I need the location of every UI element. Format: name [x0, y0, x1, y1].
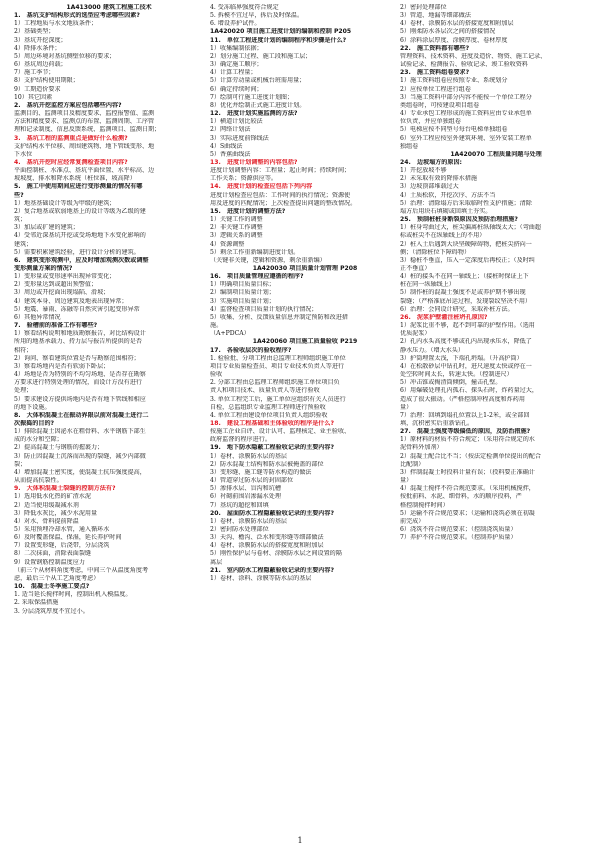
text-line: 下水位: [14, 150, 33, 158]
text-line: 管理资料、技术资料、进度及造价、物资、施工记录、: [400, 52, 547, 60]
section-heading: 13. 进度计划调整的内容包括?: [210, 158, 298, 166]
text-line: 自检，总监组织专业监理工程师进行预验收: [210, 403, 326, 411]
text-line: 5）采用预埋冷却水管，通入循环水: [14, 526, 110, 533]
text-line: 3）防止因混凝土沉落而出现的裂缝，减少内部微: [14, 452, 146, 460]
text-line: 4）混凝土搅拌不符合规范要求。（采用机械搅拌，: [400, 485, 535, 493]
text-line: 7）治理：回填到塌孔位置以上1-2米，或全部回: [400, 411, 530, 419]
text-line: 6）基坑周边荷载；: [14, 61, 67, 69]
text-line: 8）优化并绘制正式施工进度计划。: [210, 101, 306, 109]
text-line: 方要求进行特别处理的情况，而设计方没有进行: [14, 379, 142, 387]
section-heading: 18. 建设工程基础和主体验收的程序是什么?: [210, 419, 335, 427]
text-line: 施。: [210, 322, 223, 330]
text-line: 1. 检验批、分项工程由总监理工程师组织施工单位: [210, 354, 346, 362]
text-line: 比配制）: [400, 460, 425, 468]
section-heading: 14. 进度计划的检查应包括下列内容: [210, 183, 313, 191]
text-line: 裂缝；（严格准底吊运过程，发现裂纹坚决不用）: [400, 297, 532, 305]
text-line: 进度计划检查应包括：工作时间的执行情况；资源使: [210, 191, 351, 199]
text-line: 6）治理：会同设计研究，采取补桩方法。: [400, 305, 514, 313]
text-line: 1）施工资料组卷应按照专业、系统划分: [400, 77, 508, 85]
text-line: 6）确定持续时间；: [210, 85, 263, 93]
text-line: 2）编制项目质量计划；: [210, 289, 275, 297]
section-heading: 9. 大体积混凝土裂缝的控制方法有?: [14, 485, 116, 493]
text-line: 泥骨料外加剂）: [400, 444, 443, 452]
column-left: [14, 4, 204, 616]
text-line: 3）实施项目质量计划；: [210, 297, 275, 305]
text-line: 5）运输不符合规范要求；（运输和浇筑必须在初凝: [400, 509, 535, 517]
text-line: 责人和项目技术、质量负责人等进行验收: [210, 387, 320, 395]
text-line: 3）逻辑关系的调整: [210, 232, 263, 240]
text-line: 前完成）: [400, 517, 425, 525]
text-line: 3）察看场地内是否有软弱下卧层；: [14, 362, 110, 370]
text-line: 1）工程地质与水文地质条件；: [14, 20, 98, 28]
text-line: 10）其它因素: [14, 93, 53, 101]
text-line: 2）变形量达到或超出预警值；: [14, 281, 98, 289]
text-line: 4）卷材、涂膜防水层的搭接宽度和附加层: [210, 542, 324, 550]
text-line: 6）浇筑不符合规范要求；（控制浇筑质量）: [400, 526, 517, 533]
text-line: 3）基坑开挖深度；: [14, 36, 67, 44]
text-line: 5）计算劳动量或机械台班需用量；: [210, 77, 306, 85]
section-heading: 些?: [14, 191, 24, 199]
text-line: 造成了很大振动。（严格控制冲程高度和炸药用: [400, 395, 525, 403]
text-line: 5）要求建设方提供场地内是否有地下管线和相应: [14, 395, 146, 403]
text-line: 正不垂直）: [400, 265, 431, 272]
text-line: 2）密封处理部位: [400, 4, 447, 11]
text-line: 4）专业承包工程形成的施工资料应由专业承包单: [400, 110, 532, 118]
text-line: 3）降低水灰比，减少水泥用量: [14, 509, 98, 517]
text-line: 4）场地是否为特别的不均匀场地、是否存在勘察: [14, 371, 146, 379]
text-line: 2）基础类型；: [14, 28, 55, 36]
text-line: 2）适当使用缓凝减水剂: [14, 501, 79, 509]
text-line: 量）: [400, 403, 413, 411]
text-line: 优质泥浆）: [400, 330, 431, 338]
section-heading: 变形测量方案的情况?: [14, 265, 73, 272]
text-line: 1）明确项目质量目标；: [210, 281, 275, 289]
section-heading: 6. 建筑变形观测中，应及时增加观测次数或调整: [14, 256, 149, 264]
text-line: 用及进度的匹配情况；上次检查提出问题的整改情况。: [210, 199, 357, 207]
text-line: 进度计划调整内容：工程量；起止时间；持续时间；: [210, 167, 351, 175]
text-line: 3）管道、地漏等细部做法: [400, 12, 471, 20]
section-heading: 10. 混凝土冬季施工要点?: [14, 583, 90, 591]
text-line: 6）及时覆盖保温、保湿，延长养护时间: [14, 534, 122, 542]
text-line: 7）施工季节；: [14, 69, 55, 77]
text-line: 2. 分部工程由总监理工程师组织施工单位项目负: [210, 379, 340, 387]
text-line: 按施工企业自评、设计认可、监理核定、业主验收、: [210, 428, 351, 436]
text-line: 所用的地基承载力、持力层与报告所提供的是否: [14, 338, 142, 346]
text-line: 1）卷材、涂膜防水层的基层: [210, 517, 288, 525]
text-line: 4）土质松软，开挖次序、方法不当: [400, 191, 496, 199]
text-line: 静水压力。（增大水头）: [400, 346, 464, 354]
text-line: 1）变形量或变形速率出现异常变化；: [14, 273, 116, 281]
section-heading: 1. 基坑支护结构形式的选型应考虑哪些因素?: [14, 12, 140, 20]
section-heading: 1A420060 项目施工质量验收 P219: [252, 338, 358, 346]
text-line: 3. 分层浇筑厚度不宜过小。: [14, 607, 89, 615]
column-middle: [210, 4, 400, 583]
text-line: （前三个从材料角度考虑，中间三个从温度角度考: [14, 566, 149, 574]
section-heading: 4. 基坑开挖时应经常复测检查项目内容?: [14, 158, 128, 166]
text-line: 5）需要积累建筑经验，进行设计分析的建筑。: [14, 248, 140, 256]
text-line: 相符；: [14, 346, 33, 354]
text-line: 6. 增设养护试件。: [210, 20, 261, 28]
text-line: 裂；: [14, 460, 27, 468]
text-line: 5）收集、分析、反馈质量信息并制定预防和改进措: [210, 313, 348, 321]
text-line: 2）网络计划法: [210, 126, 251, 134]
section-heading: 22. 施工资料都有哪些?: [400, 44, 470, 52]
text-line: 3）周边或开挖面出现塌陷、滑坡；: [14, 289, 110, 297]
text-line: 9）工期造价要求: [14, 85, 61, 93]
text-line: 2）混凝土配合比不当；（按法定检测单位提出的配合: [400, 452, 541, 460]
section-heading: 7. 验槽前的准备工作有哪些?: [14, 322, 98, 330]
text-line: 4）计算工程量；: [210, 69, 257, 77]
section-heading: 27. 混凝土强度等级偏低的原因，及防治措施?: [400, 428, 531, 436]
text-line: 4）受邻近深基坑开挖或受场地地下水变化影响的: [14, 232, 146, 240]
text-line: 5）剩余工作重新编制进度计划。: [210, 248, 300, 256]
text-line: 5）电梯应按不同型号每台电梯单独组卷: [400, 126, 508, 134]
text-line: 3. 单位工程完工后，施工单位应组织有关人员进行: [210, 395, 346, 403]
text-line: 处理；: [14, 387, 33, 395]
text-line: 1）原材料的材质不符合规定；（采用符合规定的水: [400, 436, 535, 444]
text-line: 平面控制桩、水准点、基坑平面位置、水平标高、边: [14, 167, 155, 175]
text-line: 3）当施工资料中部分内容不能按一个单位工程分: [400, 93, 532, 101]
text-line: 2）提高混凝土与钢筋的握裹力；: [14, 444, 104, 452]
text-line: 1）卷材、涂料、涂膜等防水层的基层: [210, 574, 312, 582]
text-line: 1）卷材、涂膜防水层的基层: [210, 452, 288, 460]
text-line: 筑；: [14, 216, 27, 224]
text-line: 8）支护结构使用期限；: [14, 77, 79, 85]
text-line: 5）香蕉曲线法: [210, 150, 251, 158]
column-right: [400, 4, 592, 542]
text-line: 建筑；: [14, 240, 33, 248]
text-line: 4. 单位工程由建设单位项目负责人组织验收: [210, 411, 328, 419]
text-line: 5）治理：清除塌方后采取临时性支护措施；清除: [400, 199, 532, 207]
section-heading: 21. 室内防水工程隐蔽验收记录的主要内容?: [210, 566, 335, 574]
text-line: 1）桩身弯曲过大，桩尖偏离桩纵轴线太大；（弯曲超: [400, 224, 541, 232]
text-line: 4）监督检查项目质量计划的执行情况；: [210, 305, 318, 313]
text-line: 1）察看结构说明和地质勘察报告，对比结构设计: [14, 330, 146, 338]
text-line: 1）地基基础设计等级为甲级的建筑；: [14, 199, 116, 207]
text-line: 3）加层或扩建的建筑；: [14, 224, 79, 232]
section-heading: 2. 基坑开挖监控方案应包括哪些内容?: [14, 101, 122, 109]
section-heading: 3. 基坑工程的监测重点是做好什么检测?: [14, 134, 128, 142]
section-heading: 1A420020 项目施工进度计划的编制和控制 P205: [210, 28, 352, 36]
text-line: 5）渗排水层、盲沟和坑槽: [210, 485, 281, 493]
text-line: 5）周边环境对基坑侧壁位移的要求；: [14, 52, 116, 60]
text-line: 位负责，并应单独组卷: [400, 118, 461, 126]
text-line: 5）刚性保护层与卷材、涂膜防水层之间设置的隔: [210, 550, 342, 558]
text-line: 2）防水混凝土结构和防水层被掩盖的部位: [210, 460, 324, 468]
section-heading: 1A413000 建筑工程施工技术: [66, 4, 152, 11]
text-line: 支护结构水平位移、周围建筑物、地下管线变形、地: [14, 142, 155, 150]
text-line: 3）天沟、檐沟、泛水和变形缝等细部做法: [210, 534, 324, 542]
text-line: 3）确定施工顺序；: [210, 61, 263, 69]
text-line: 独组卷: [400, 142, 419, 150]
text-line: 试验记录、检测报告、验收记录、竣工验收资料: [400, 61, 528, 69]
page-number: 1: [297, 836, 303, 845]
section-heading: 1A420070 工程质量问题与处理: [450, 150, 542, 158]
text-line: 3）拌制混凝土时投料计量有误；（投料要正准确计: [400, 468, 535, 476]
text-line: 2. 采取保温措施: [14, 599, 59, 607]
text-line: 桩在同一纵轴线上）: [400, 281, 455, 289]
document-page: [14, 4, 592, 834]
section-heading: 17. 各验收层次的验收程序?: [210, 346, 292, 354]
text-line: 6）室外工程应按室外建筑环境、室外安装工程单: [400, 134, 532, 142]
text-line: 7）基坑的超挖和回填: [210, 501, 269, 509]
text-line: 塌方后用块石填砌或回填土夯实。: [400, 207, 492, 215]
text-line: 2）询问、察看建筑位置是否与勘察范围相符；: [14, 354, 140, 362]
text-line: 政府监督的程序进行。: [210, 436, 271, 444]
text-line: 5）冲击锥或掏渣筒倾倒，撞击孔壁。: [400, 379, 502, 387]
text-line: 4）S曲线法: [210, 142, 243, 150]
text-line: 坡坡度、排水和降水系统（桩位准，坡高降）: [14, 175, 136, 183]
text-line: 处空转时间太长，转速太快。（控制进尺）: [400, 371, 513, 379]
text-line: 2）未采取有效的降排水措施: [400, 175, 478, 183]
text-line: 2）非关键工作调整: [210, 224, 263, 232]
text-line: 项目专业质量检查员、项目专业技术负责人等进行: [210, 362, 345, 370]
text-line: （关键非关键，逻辑和资源，剩余重新编）: [210, 256, 326, 264]
section-heading: 19. 地下防水隐蔽工程验收记录的主要内容?: [210, 444, 335, 452]
text-line: 8）二次抹面，消除表面裂缝: [14, 550, 92, 558]
text-line: 2）划分施工过程、施工段和施工层；: [210, 52, 312, 60]
text-line: 填，沉积密实后重新钻孔。: [400, 419, 474, 427]
text-line: 4）建筑本身、周边建筑及地表出现异常；: [14, 297, 128, 305]
text-line: 2）密封防水处理部位: [210, 526, 269, 533]
text-line: 标或桩尖不在纵轴线上的不用）: [400, 232, 486, 240]
text-line: 1）泥浆比重不够，起不到可靠的护壁作用。（选用: [400, 322, 535, 330]
text-line: 7）绘制可行施工进度计划图；: [210, 93, 294, 101]
text-line: 离层: [210, 558, 223, 566]
text-line: 侧；（清除桩位下障碍物）: [400, 248, 471, 256]
text-line: 4）增加混凝土密实度，使混凝土抗压强度提高，: [14, 468, 146, 476]
text-line: 3）变形缝、施工缝等防水构造的做法: [210, 468, 312, 476]
text-line: （A+PDCA）: [210, 330, 250, 338]
text-line: 4）管道穿过防水层的封固部位: [210, 477, 294, 485]
text-line: 5）刚柔防水各层次之间的搭接情况: [400, 28, 496, 36]
text-line: 成的水分和空隙；: [14, 436, 63, 444]
text-line: 6）其他异常情况: [14, 313, 61, 321]
text-line: 4）资源调整: [210, 240, 245, 248]
text-line: 从而提高抗裂性。: [14, 477, 63, 485]
text-line: 量）: [400, 477, 413, 485]
text-line: 9）设置钢筋控制温度应力: [14, 558, 85, 566]
section-heading: 次振捣的目的?: [14, 419, 55, 427]
text-line: 7）设置变形缝，后浇带，分层浇筑: [14, 542, 110, 550]
text-line: 工作关系；资源供应等。: [210, 175, 278, 183]
text-line: 方法和精度要求、监测点的布置、监测周期、工序管: [14, 118, 155, 126]
section-heading: 23. 施工资料组卷要求?: [400, 69, 470, 77]
text-line: 1）横道计划比较法: [210, 118, 263, 126]
section-heading: 1A420030 项目质量计划管理 P208: [252, 265, 358, 272]
text-line: 3）实际进度前锋线法: [210, 134, 269, 142]
section-heading: 16. 项目质量管理应遵循的程序?: [210, 273, 304, 281]
text-line: 4）对水、骨料提前降温: [14, 517, 79, 525]
text-line: 1）排除混凝土因泌水在粗骨料、水平钢筋下部生: [14, 428, 146, 436]
text-line: 4）卷材、涂膜防水层的搭接宽度和附加层: [400, 20, 514, 28]
section-heading: 20. 屋面防水工程隐蔽验收记录的主要内容?: [210, 509, 335, 517]
text-line: 6）衬砌前围岩渗漏水处理: [210, 493, 281, 501]
text-line: 1）选用低水化热的矿渣水泥: [14, 493, 92, 501]
text-line: 2）复合地基或软弱地基上的设计等级为乙级的建: [14, 207, 146, 215]
text-line: 3）护筒埋置太浅，下端孔坍塌。（升高护筒）: [400, 354, 523, 362]
section-heading: 26. 泥浆护壁灌注桩坍孔原因?: [400, 313, 488, 321]
text-line: 7）养护不符合规范要求。（控制养护质量）: [400, 534, 517, 542]
text-line: 5）地震、暴雨、冻融等自然灾害引起变形异常: [14, 305, 140, 313]
section-heading: 5. 施工中使用期间应进行变形测量的情况有哪: [14, 183, 143, 191]
text-line: 的地下设施。: [14, 403, 51, 411]
section-heading: 25. 预制桩桩身断裂原因及预防治理措施?: [400, 216, 518, 224]
text-line: 1. 适当延长搅拌时间，控制出机入模温度。: [14, 591, 132, 599]
text-line: 4. 受冻临界强度符合规定: [210, 4, 279, 11]
section-heading: 15. 进度计划的调整方法?: [210, 207, 286, 215]
text-line: 1）收集编制依据；: [210, 44, 263, 52]
text-line: 4）桩的接头不在同一轴线上；（接桩时保证上下: [400, 273, 529, 281]
text-line: 4）在松散砂层中钻孔时，进尺速度太快或停在一: [400, 362, 532, 370]
text-line: 验收: [210, 371, 223, 379]
text-line: 格控制搅拌时间）: [400, 501, 449, 509]
text-line: 3）边坡顶部堆载过大: [400, 183, 459, 191]
text-line: 虑，最后三个从工艺角度考虑）: [14, 574, 100, 582]
text-line: 监测目的、监测项目及精度要求、监控报警值、监测: [14, 110, 155, 118]
text-line: 1）开挖放坡不够: [400, 167, 447, 175]
text-line: 4）降排水条件；: [14, 44, 61, 52]
text-line: 6）用爆破处理孔内孤石、探头石时，炸药量过大，: [400, 387, 538, 395]
section-heading: 8. 大体积混凝土在振动界限以前对混凝土进行二: [14, 411, 149, 419]
text-line: 理和记录制度、信息反馈系统、监测项目、监测日期；: [14, 126, 161, 134]
text-line: 5）制作桩的混凝土强度不足或养护期不够出现: [400, 289, 526, 297]
text-line: 3）稳桩不垂直，压入一定深度后再校正；（及时纠: [400, 256, 535, 264]
text-line: 6）涂料涂层厚度、涂膜厚度、卷材厚度: [400, 36, 508, 44]
text-line: 5. 拆模不宜过早，拆后及时保温。: [210, 12, 304, 20]
text-line: 2）应按单位工程进行组卷: [400, 85, 471, 93]
text-line: 类组卷时，可按建设项目组卷: [400, 101, 480, 109]
text-line: 2）桩入土后遇到大块坚硬障碍物，把桩尖挤向一: [400, 240, 532, 248]
text-line: 2）孔内水头高度不够或孔内出现承压水，降低了: [400, 338, 532, 346]
text-line: 按批前料、水泥、细骨料，水的顺序投料，严: [400, 493, 522, 501]
section-heading: 11. 单位工程进度计划的编制程序和步骤是什么?: [210, 36, 347, 44]
section-heading: 24. 边坡塌方的原因:: [400, 158, 462, 166]
section-heading: 12. 进度计划实施监测的方法?: [210, 110, 298, 118]
text-line: 1）关键工作的调整: [210, 216, 263, 224]
